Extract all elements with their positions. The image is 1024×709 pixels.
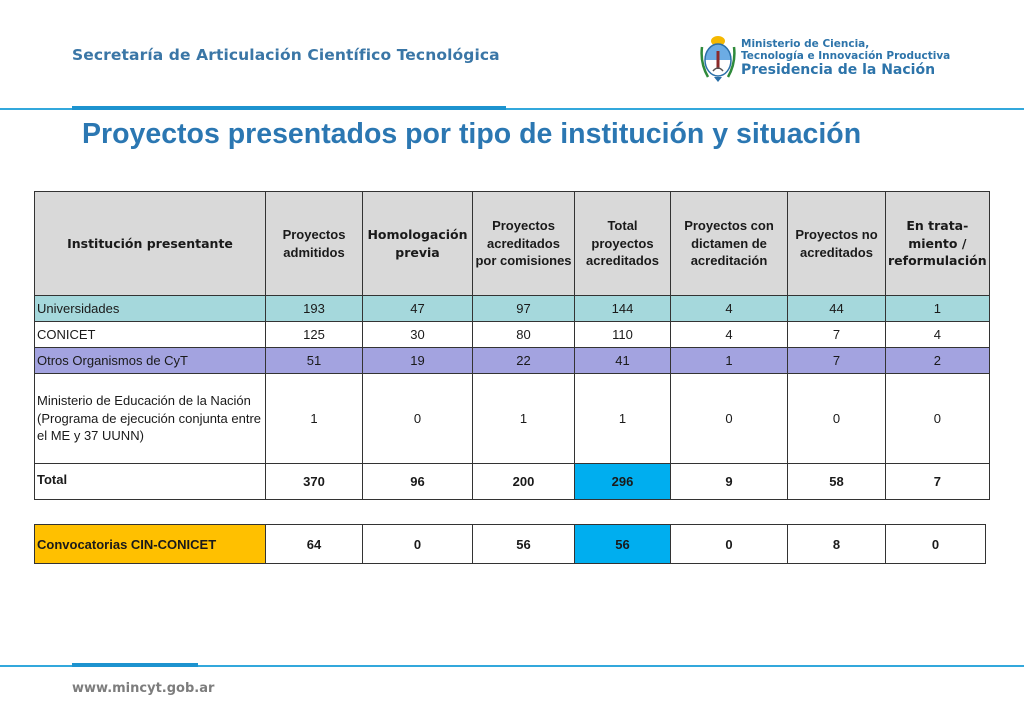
header-cell: Total proyectos acreditados [575, 192, 671, 296]
table-cell: 58 [788, 464, 886, 500]
table-cell: 1 [266, 374, 363, 464]
bottom-divider-accent [72, 663, 198, 667]
table-cell: 9 [671, 464, 788, 500]
header-cell: Homologación previa [363, 192, 473, 296]
table-cell: 4 [886, 322, 990, 348]
table-cell: 110 [575, 322, 671, 348]
table-cell: 7 [788, 348, 886, 374]
table-row [35, 374, 990, 464]
footer-url: www.mincyt.gob.ar [72, 681, 215, 696]
table-cell: 1 [575, 374, 671, 464]
table-cell: 4 [671, 296, 788, 322]
header-cell: Proyectos acreditados por comisiones [473, 192, 575, 296]
row-label: CONICET [35, 322, 266, 348]
cin-row [35, 525, 986, 564]
table-cell: 144 [575, 296, 671, 322]
table-cell: 0 [363, 525, 473, 564]
table-row [35, 322, 990, 348]
page-title: Proyectos presentados por tipo de institución y situación [82, 118, 862, 150]
table-cell: 8 [788, 525, 886, 564]
row-label: Universidades [35, 296, 266, 322]
table-cell: 7 [788, 322, 886, 348]
table-cell: 7 [886, 464, 990, 500]
ministry-line-2: Tecnología e Innovación Productiva [741, 50, 951, 62]
table-cell: 0 [671, 374, 788, 464]
highlighted-cell: 296 [575, 464, 671, 500]
row-label: Ministerio de Educación de la Nación (Programa de ejecución conjunta entre el ME y 37 UUNN) [35, 374, 266, 464]
table-cell: 64 [266, 525, 363, 564]
table-cell: 0 [788, 374, 886, 464]
table-cell: 22 [473, 348, 575, 374]
table-cell: 0 [886, 525, 986, 564]
table-cell: 80 [473, 322, 575, 348]
table-cell: 2 [886, 348, 990, 374]
table-cell: 51 [266, 348, 363, 374]
table-cell: 0 [363, 374, 473, 464]
coat-of-arms-icon [700, 33, 736, 83]
table-cell: 1 [671, 348, 788, 374]
header-title: Secretaría de Articulación Científico Tecnológica [72, 46, 500, 64]
ministry-line-3: Presidencia de la Nación [741, 62, 936, 78]
table-cell: 47 [363, 296, 473, 322]
header-cell: Proyectos no acreditados [788, 192, 886, 296]
table-row [35, 296, 990, 322]
table-cell: 30 [363, 322, 473, 348]
table-cell: 0 [671, 525, 788, 564]
table-cell: 370 [266, 464, 363, 500]
header-cell: En trata-miento / reformulación [886, 192, 990, 296]
table-cell: 96 [363, 464, 473, 500]
table-cell: 97 [473, 296, 575, 322]
ministry-logo-text [741, 38, 950, 79]
header-cell: Institución presentante [35, 192, 266, 296]
table-cell: 44 [788, 296, 886, 322]
header-cell: Proyectos con dictamen de acreditación [671, 192, 788, 296]
table-row [35, 348, 990, 374]
total-row [35, 464, 990, 500]
top-divider-accent [72, 106, 506, 110]
table-cell: 125 [266, 322, 363, 348]
table-cell: 41 [575, 348, 671, 374]
highlighted-cell: 56 [575, 525, 671, 564]
row-label: Otros Organismos de CyT [35, 348, 266, 374]
table-cell: 4 [671, 322, 788, 348]
table-header-row [35, 192, 990, 296]
header-cell: Proyectos admitidos [266, 192, 363, 296]
table-cell: 1 [473, 374, 575, 464]
cin-label: Convocatorias CIN-CONICET [35, 525, 266, 564]
cin-conicet-table [34, 524, 986, 564]
table-cell: 1 [886, 296, 990, 322]
table-cell: 193 [266, 296, 363, 322]
table-cell: 19 [363, 348, 473, 374]
table-cell: 200 [473, 464, 575, 500]
table-cell: 56 [473, 525, 575, 564]
ministry-line-1: Ministerio de Ciencia, [741, 38, 870, 50]
table-cell: 0 [886, 374, 990, 464]
institution-table [34, 191, 990, 500]
total-label: Total [35, 464, 266, 500]
